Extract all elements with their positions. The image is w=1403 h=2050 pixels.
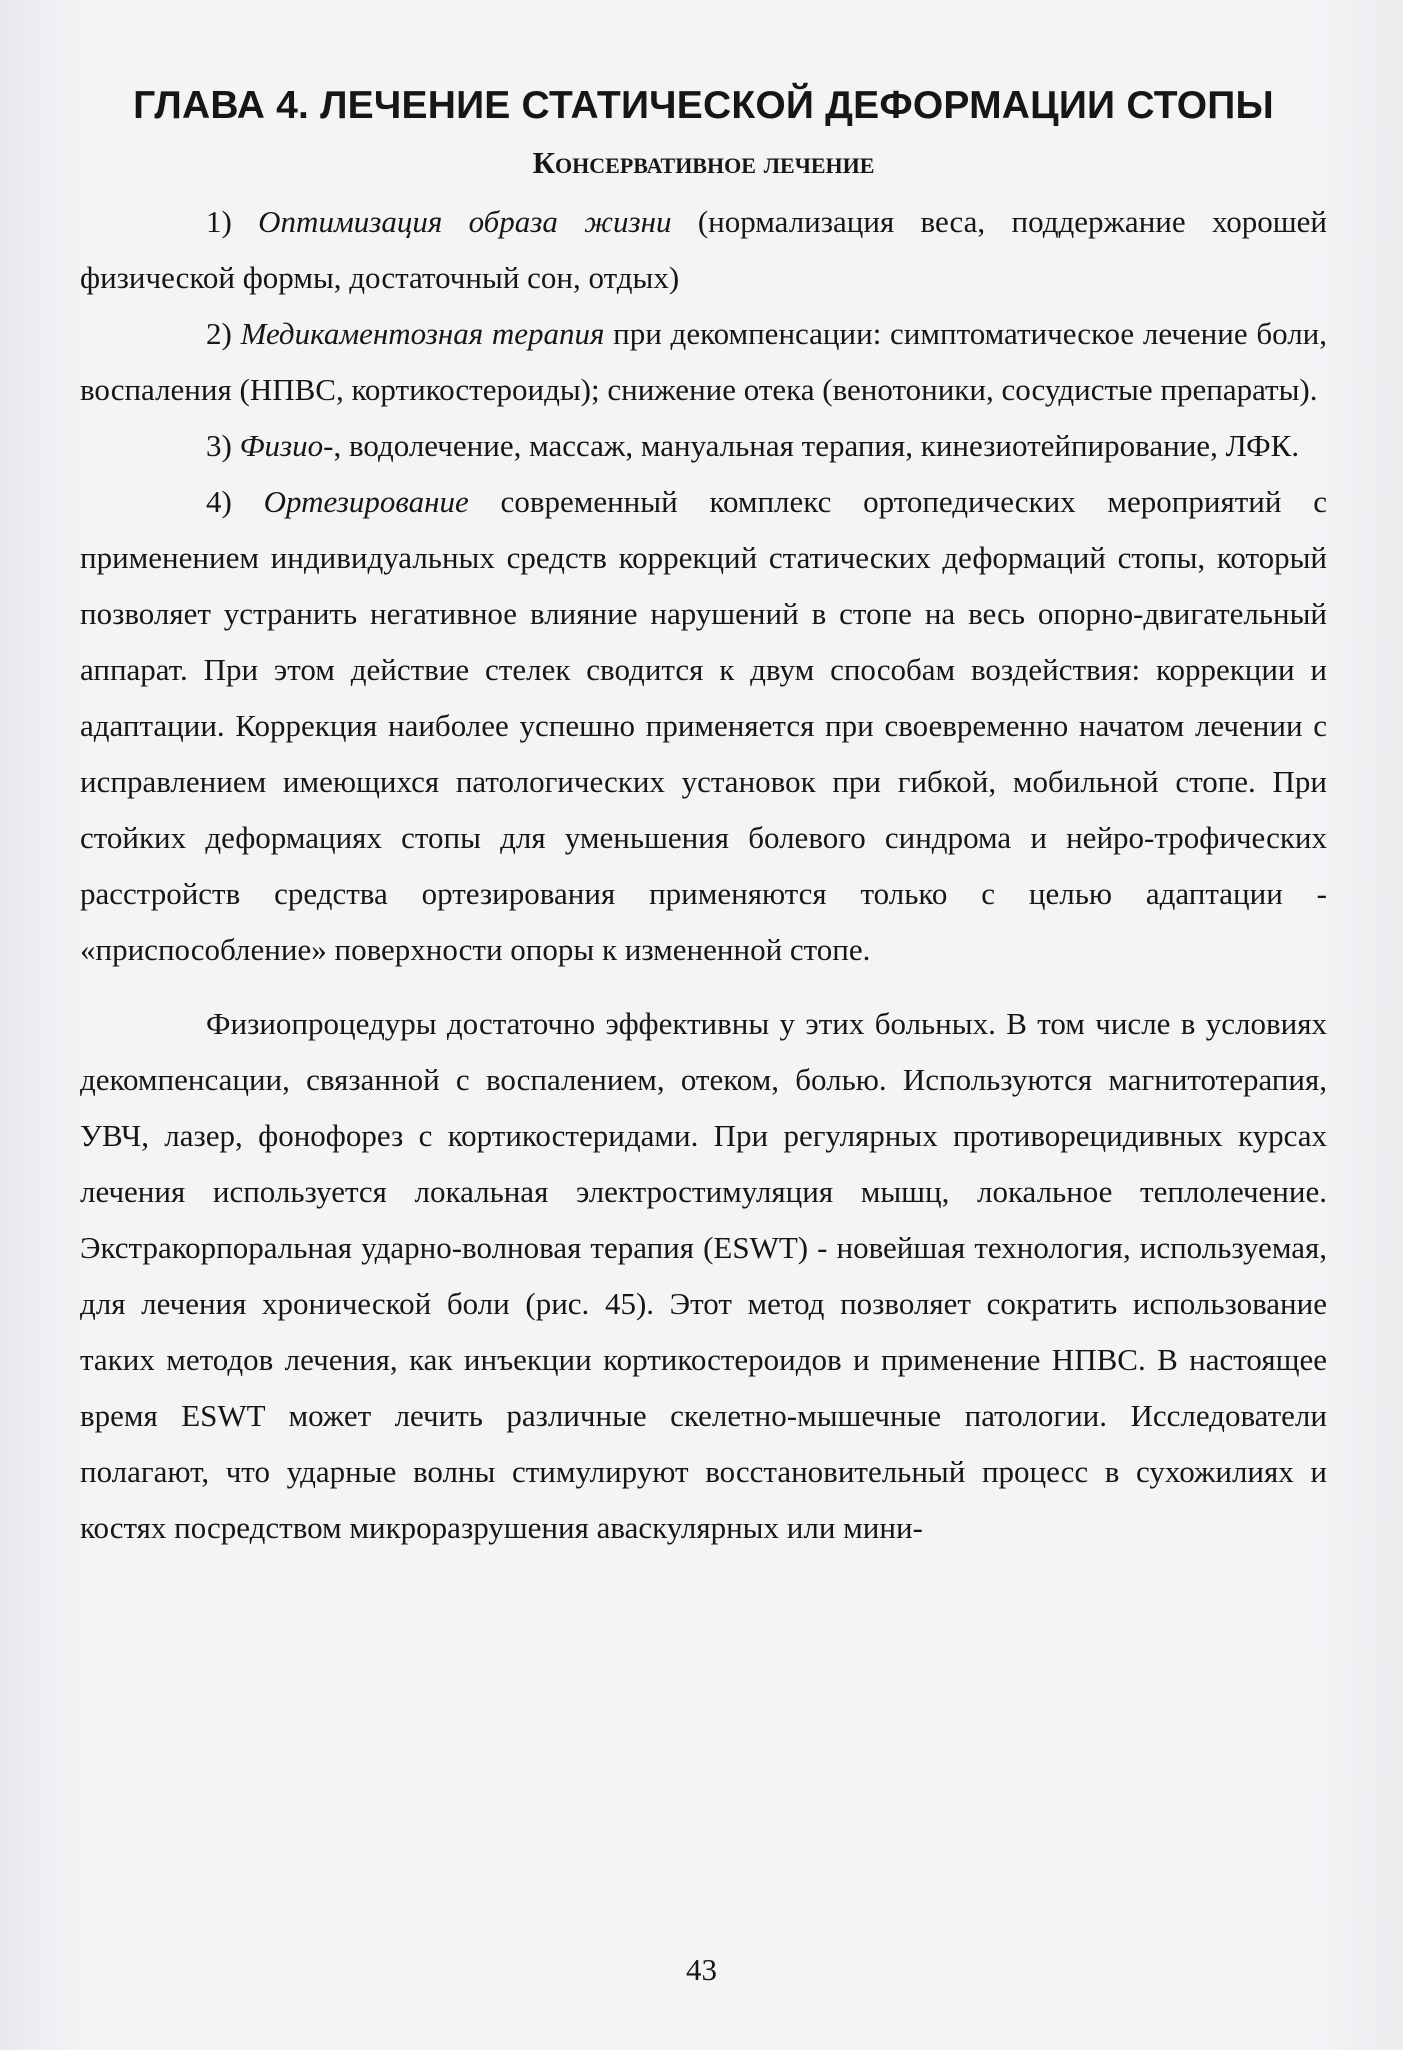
page-number: 43	[686, 1952, 717, 1987]
item-number: 2)	[206, 316, 232, 351]
item-term: Физио-	[239, 428, 334, 463]
list-item-4	[80, 474, 1327, 978]
item-term: Оптимизация образа жизни	[258, 204, 672, 239]
item-number: 1)	[206, 204, 232, 239]
body-paragraph: Физиопроцедуры достаточно эффективны у этих больных. В том числе в условиях декомпенсации, связанной с воспалением, отеком, болью. Используются магнитотерапия, УВЧ, лазер, фонофорез с кортикостеридами. При регулярных противорецидивных курсах лечения используется локальная электростимуляция мышц, локальное теплолечение. Экстракорпоральная ударно-волновая терапия (ESWT) - новейшая технология, используемая, для лечения хронической боли (рис. 45). Этот метод позволяет сократить использование таких методов лечения, как инъекции кортикостероидов и применение НПВС. В настоящее время ESWT может лечить различные скелетно-мышечные патологии. Исследователи полагают, что ударные волны стимулируют восстановительный процесс в сухожилиях и костях посредством микроразрушения аваскулярных или мини-	[80, 1006, 1327, 1545]
list-item-3	[80, 418, 1327, 474]
item-text: современный комплекс ортопедических мероприятий с применением индивидуальных средств коррекций статических деформаций стопы, который позволяет устранить негативное влияние нарушений в стопе на весь опорно-двигательный аппарат. При этом действие стелек сводится к двум способам воздействия: коррекции и адаптации. Коррекция наиболее успешно применяется при своевременно начатом лечении с исправлением имеющихся патологических установок при гибкой, мобильной стопе. При стойких деформациях стопы для уменьшения болевого синдрома и нейро-трофических расстройств средства ортезирования применяются только с целью адаптации - «приспособление» поверхности опоры к измененной стопе.	[80, 484, 1327, 967]
page-content	[80, 78, 1327, 1556]
list-item-2	[80, 306, 1327, 418]
item-number: 4)	[206, 484, 232, 519]
chapter-title: ГЛАВА 4. ЛЕЧЕНИЕ СТАТИЧЕСКОЙ ДЕФОРМАЦИИ СТОПЫ	[133, 84, 1274, 127]
item-term: Ортезирование	[263, 484, 469, 519]
item-text: при декомпенсации: симптоматическое лечение боли, воспаления (НПВС, кортикостероиды); снижение отека (венотоники, сосудистые препараты).	[80, 316, 1328, 407]
item-text: (нормализация веса, поддержание хорошей физической формы, достаточный сон, отдых)	[80, 204, 1328, 295]
item-term: Медикаментозная терапия	[240, 316, 605, 351]
item-number: 3)	[206, 428, 232, 463]
item-text: , водолечение, массаж, мануальная терапия, кинезиотейпирование, ЛФК.	[333, 428, 1300, 463]
list-item-1	[80, 194, 1327, 306]
section-title: Консервативное лечение	[532, 145, 875, 180]
